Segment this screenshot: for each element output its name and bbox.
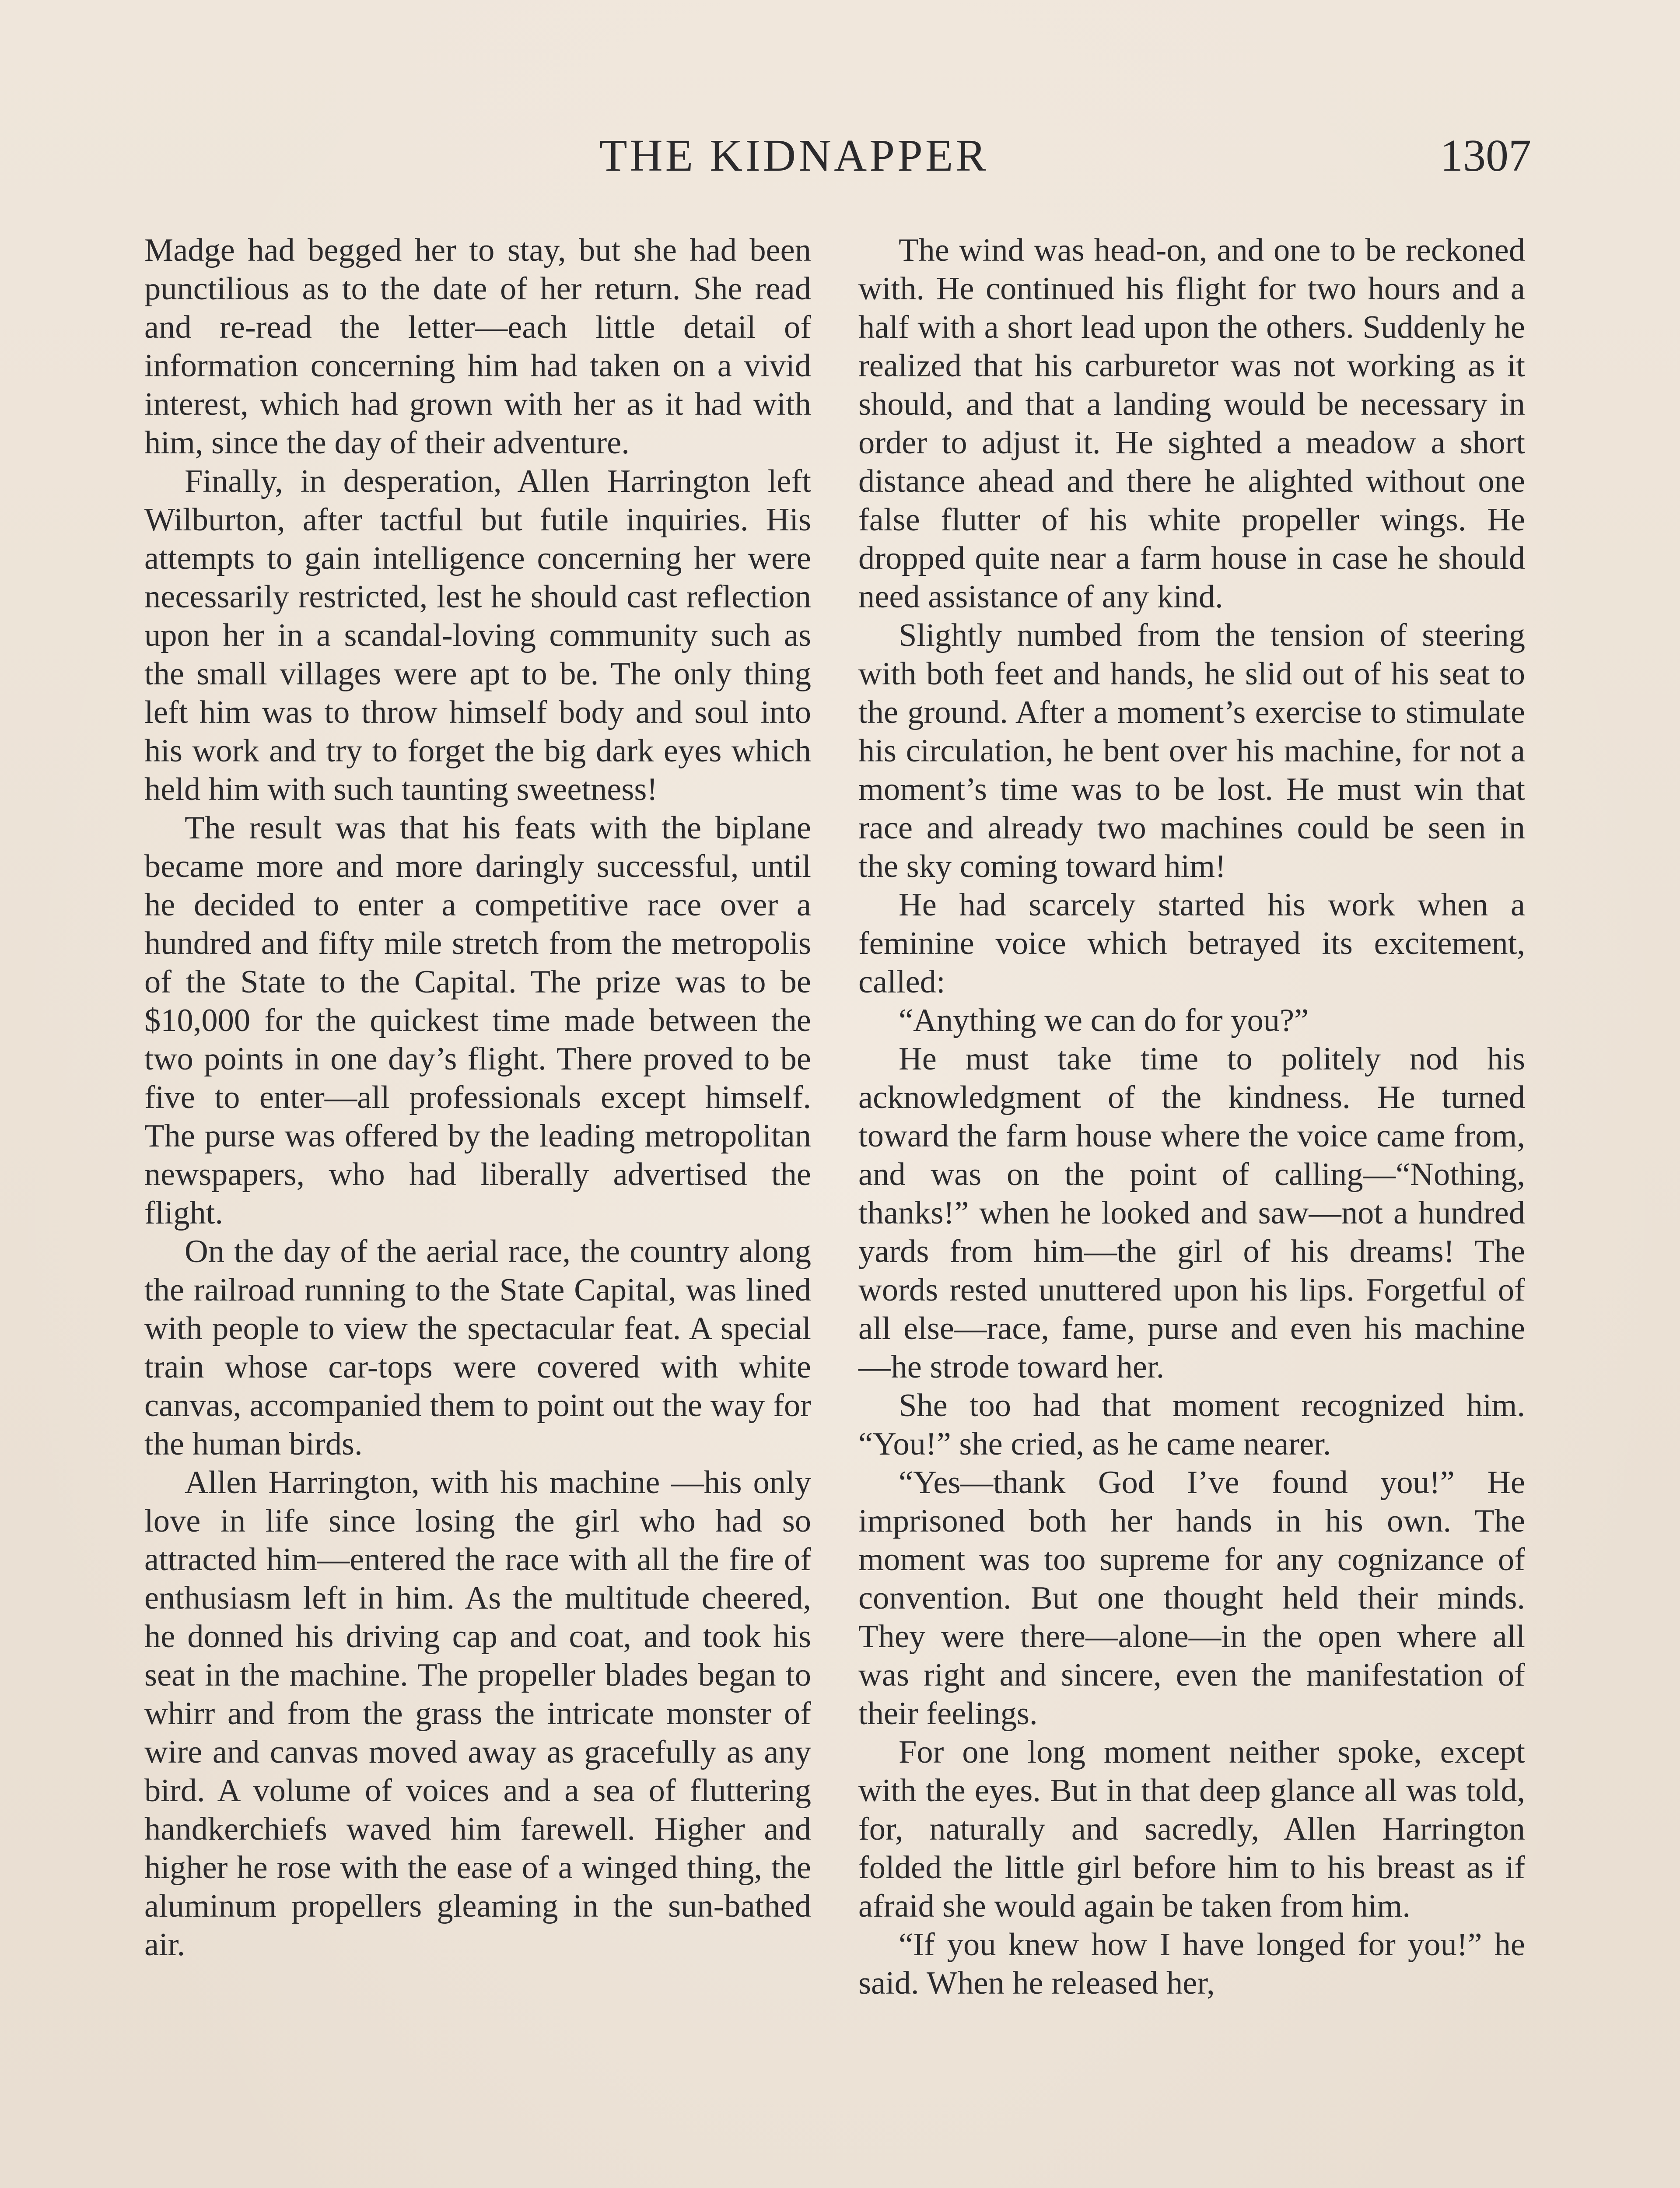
paragraph: For one long moment neither spoke, except with the eyes. But in that deep glance all was told, for, naturally and sacredly, Allen Harrington folded the little girl before him to his breast as if afraid she would again be taken from him. <box>858 1734 1525 1924</box>
paragraph: On the day of the aerial race, the country along the railroad running to the State Capital, was lined with people to view the spectacular feat. A special train whose car-tops were covered with white canvas, accompanied them to point out the way for the human birds. <box>144 1234 811 1462</box>
paragraph: Allen Harrington, with his machine —his only love in life since losing the girl who had so attracted him—entered the race with all the fire of enthusiasm left in him. As the multitude cheered, he donned his driving cap and coat, and took his seat in the machine. The propeller blades began to whirr and from the grass the intricate monster of wire and canvas moved away as gracefully as any bird. A volume of voices and a sea of fluttering handkerchiefs waved him farewell. Higher and higher he rose with the ease of a winged thing, the aluminum propellers gleaming in the sun-bathed air. <box>144 1465 811 1963</box>
paragraph: “If you knew how I have longed for you!” he said. When he released her, <box>858 1927 1525 2001</box>
paragraph: Slightly numbed from the tension of steering with both feet and hands, he slid out of his seat to the ground. After a moment’s exercise to stimulate his circulation, he bent over his machine, for not a moment’s time was to be lost. He must win that race and already two machines could be seen in the sky coming toward him! <box>858 617 1525 884</box>
right-text-column <box>858 231 1525 2002</box>
paragraph: Finally, in desperation, Allen Harrington left Wilburton, after tactful but futile inquiries. His attempts to gain intelligence concerning her were necessarily restricted, lest he should cast reflection upon her in a scandal-loving community such as the small villages were apt to be. The only thing left him was to throw himself body and soul into his work and try to forget the big dark eyes which held him with such taunting sweetness! <box>144 463 811 807</box>
paragraph: “Yes—thank God I’ve found you!” He imprisoned both her hands in his own. The moment was too supreme for any cognizance of convention. But one thought held their minds. They were there—alone—in the open where all was right and sincere, even the manifestation of their feelings. <box>858 1465 1525 1732</box>
paragraph: The result was that his feats with the biplane became more and more daringly successful, until he decided to enter a competitive race over a hundred and fifty mile stretch from the metropolis of the State to the Capital. The prize was to be $10,000 for the quickest time made between the two points in one day’s flight. There proved to be five to enter—all professionals except himself. The purse was offered by the leading metropolitan newspapers, who had liberally advertised the flight. <box>144 810 811 1231</box>
running-title: THE KIDNAPPER <box>599 130 989 181</box>
paragraph: She too had that moment recognized him. “You!” she cried, as he came nearer. <box>858 1388 1525 1462</box>
paragraph: He must take time to politely nod his acknowledgment of the kindness. He turned toward the farm house where the voice came from, and was on the point of calling—“Nothing, thanks!” when he looked and saw—not a hundred yards from him—the girl of his dreams! The words rested unuttered upon his lips. Forgetful of all else—race, fame, purse and even his machine—he strode toward her. <box>858 1041 1525 1385</box>
paragraph: He had scarcely started his work when a feminine voice which betrayed its excitement, called: <box>858 887 1525 1000</box>
page-number: 1307 <box>1440 130 1531 181</box>
paragraph: The wind was head-on, and one to be reckoned with. He continued his flight for two hours and a half with a short lead upon the others. Suddenly he realized that his carburetor was not working as it should, and that a landing would be necessary in order to adjust it. He sighted a meadow a short distance ahead and there he alighted without one false flutter of his white propeller wings. He dropped quite near a farm house in case he should need assistance of any kind. <box>858 232 1525 615</box>
paragraph: “Anything we can do for you?” <box>899 1003 1309 1038</box>
paragraph: Madge had begged her to stay, but she had been punctilious as to the date of her return. She read and re-read the letter—each little detail of information concerning him had taken on a vivid interest, which had grown with her as it had with him, since the day of their adventure. <box>144 232 811 461</box>
left-text-column <box>144 231 811 1964</box>
